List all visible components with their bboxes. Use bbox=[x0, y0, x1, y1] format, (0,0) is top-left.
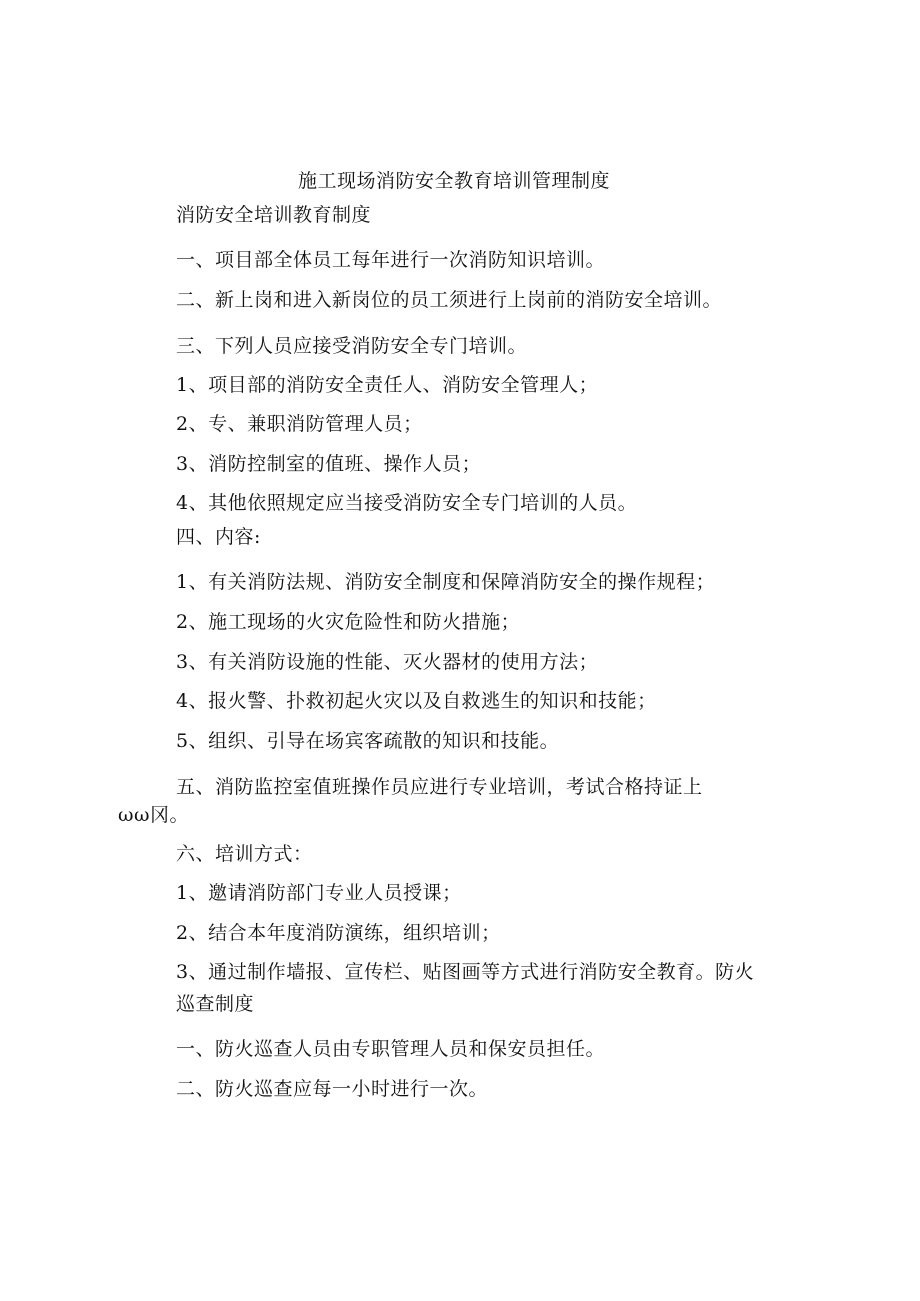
list-item: 2、结合本年度消防演练，组织培训； bbox=[176, 922, 501, 944]
list-item: 3、消防控制室的值班、操作人员； bbox=[176, 453, 482, 475]
paragraph: 六、培训方式： bbox=[176, 843, 313, 865]
section-heading-training: 消防安全培训教育制度 bbox=[176, 204, 372, 226]
paragraph: 五、消防监控室值班操作员应进行专业培训，考试合格持证上 bbox=[176, 776, 703, 798]
paragraph-continuation: ωω冈。 bbox=[118, 804, 189, 826]
list-item: 4、其他依照规定应当接受消防安全专门培训的人员。 bbox=[176, 492, 638, 514]
paragraph: 一、项目部全体员工每年进行一次消防知识培训。 bbox=[176, 249, 606, 271]
document-title: 施工现场消防安全教育培训管理制度 bbox=[298, 170, 611, 192]
paragraph: 二、防火巡查应每一小时进行一次。 bbox=[176, 1078, 489, 1100]
list-item: 2、施工现场的火灾危险性和防火措施； bbox=[176, 611, 521, 633]
paragraph: 二、新上岗和进入新岗位的员工须进行上岗前的消防安全培训。 bbox=[176, 289, 723, 311]
list-item: 1、邀请消防部门专业人员授课； bbox=[176, 882, 462, 904]
list-item: 4、报火警、扑救初起火灾以及自救逃生的知识和技能； bbox=[176, 690, 657, 712]
paragraph: 三、下列人员应接受消防安全专门培训。 bbox=[176, 335, 528, 357]
list-item: 1、项目部的消防安全责任人、消防安全管理人； bbox=[176, 374, 599, 396]
list-item: 3、有关消防设施的性能、灭火器材的使用方法； bbox=[176, 651, 599, 673]
list-item: 3、通过制作墙报、宣传栏、贴图画等方式进行消防安全教育。防火 bbox=[176, 961, 755, 983]
list-item: 2、专、兼职消防管理人员； bbox=[176, 413, 423, 435]
paragraph: 四、内容: bbox=[176, 526, 261, 548]
paragraph: 一、防火巡查人员由专职管理人员和保安员担任。 bbox=[176, 1038, 606, 1060]
list-item: 1、有关消防法规、消防安全制度和保障消防安全的操作规程； bbox=[176, 571, 716, 593]
list-item: 5、组织、引导在场宾客疏散的知识和技能。 bbox=[176, 730, 560, 752]
section-heading-patrol: 巡查制度 bbox=[176, 993, 255, 1015]
